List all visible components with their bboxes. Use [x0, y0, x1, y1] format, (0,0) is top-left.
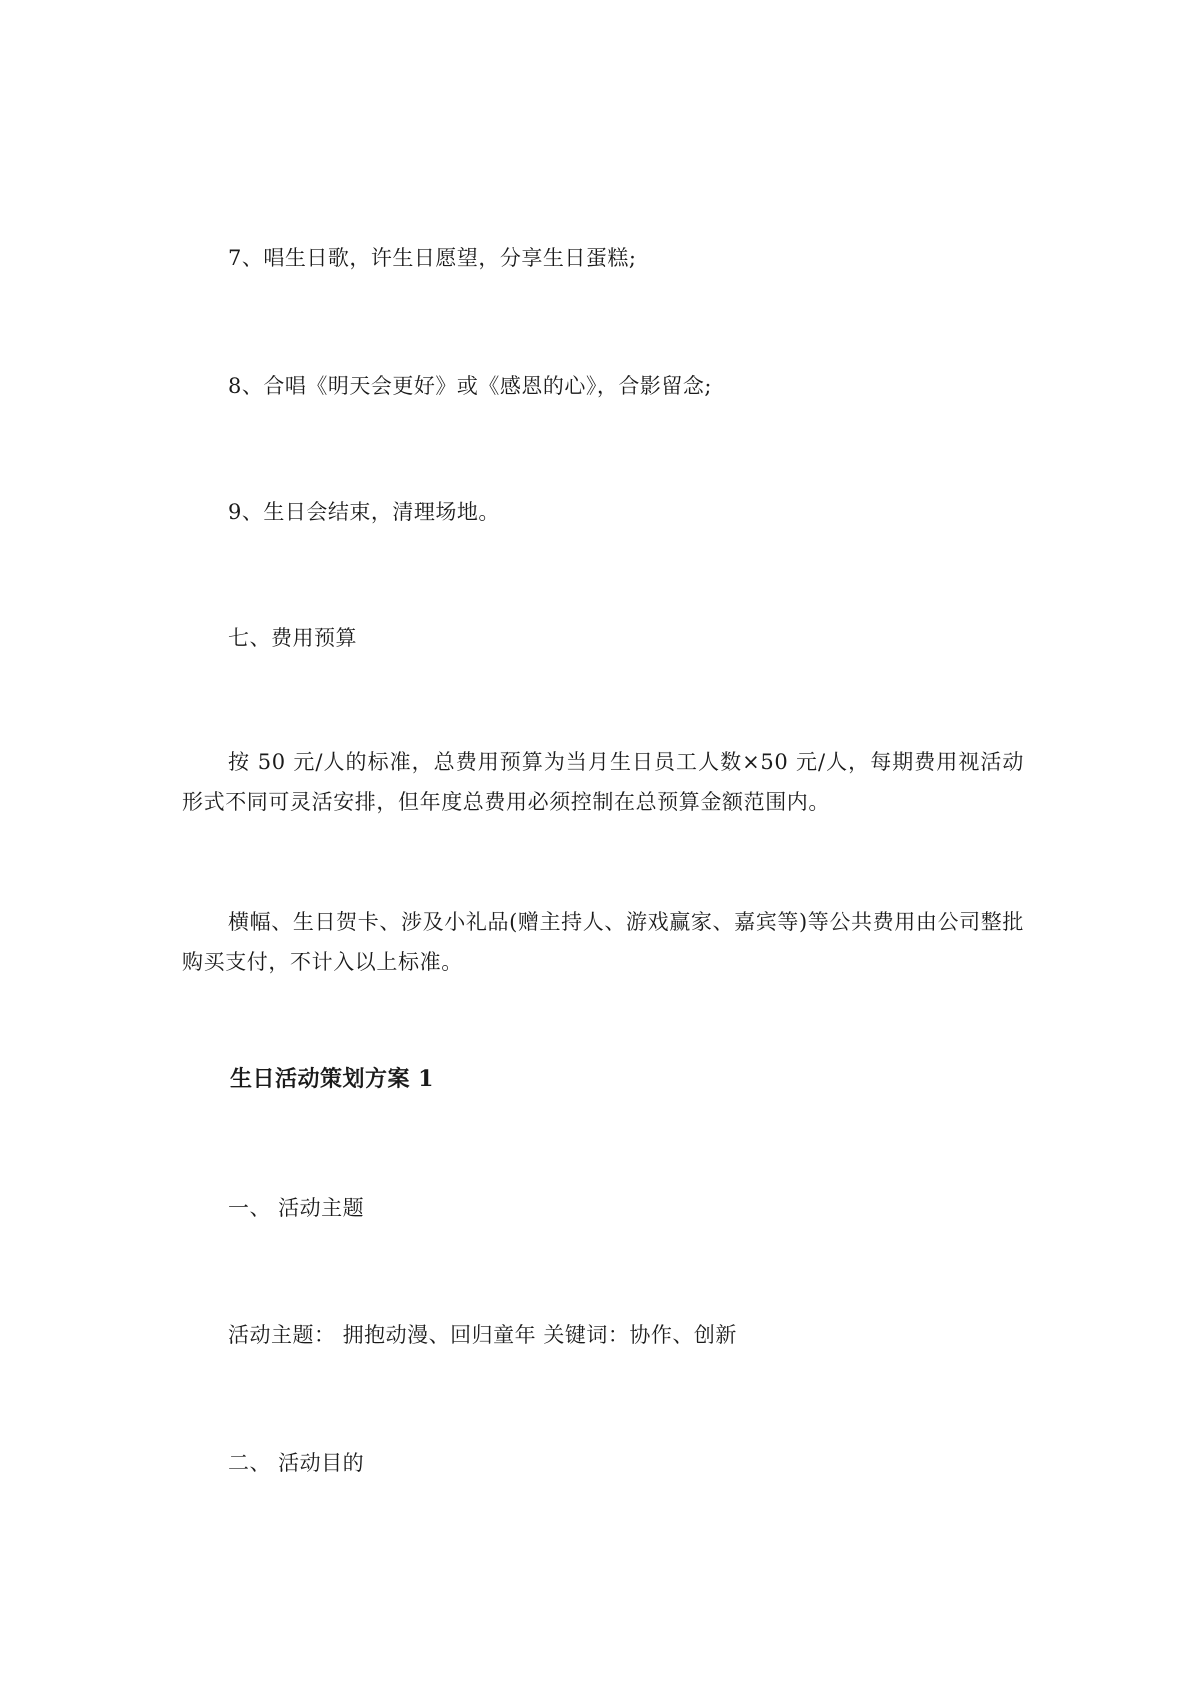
- list-item-8: 8、合唱《明天会更好》或《感恩的心》，合影留念;: [228, 374, 712, 398]
- list-item-9: 9、生日会结束，清理场地。: [228, 500, 500, 524]
- list-item-7: 7、唱生日歌，许生日愿望，分享生日蛋糕;: [228, 246, 637, 270]
- section-heading-theme: 一、 活动主题: [228, 1196, 365, 1220]
- section-heading-budget: 七、费用预算: [228, 626, 357, 650]
- budget-paragraph-2: 横幅、生日贺卡、涉及小礼品(赠主持人、游戏赢家、嘉宾等)等公共费用由公司整批购买支付，不计入以上标准。: [182, 910, 1024, 974]
- plan-title: 生日活动策划方案 1: [230, 1066, 434, 1092]
- budget-paragraph-1: 按 50 元/人的标准，总费用预算为当月生日员工人数×50 元/人，每期费用视活动形式不同可灵活安排，但年度总费用必须控制在总预算金额范围内。: [182, 750, 1024, 814]
- theme-line: 活动主题： 拥抱动漫、回归童年 关键词：协作、创新: [228, 1323, 737, 1347]
- section-heading-purpose: 二、 活动目的: [228, 1451, 365, 1475]
